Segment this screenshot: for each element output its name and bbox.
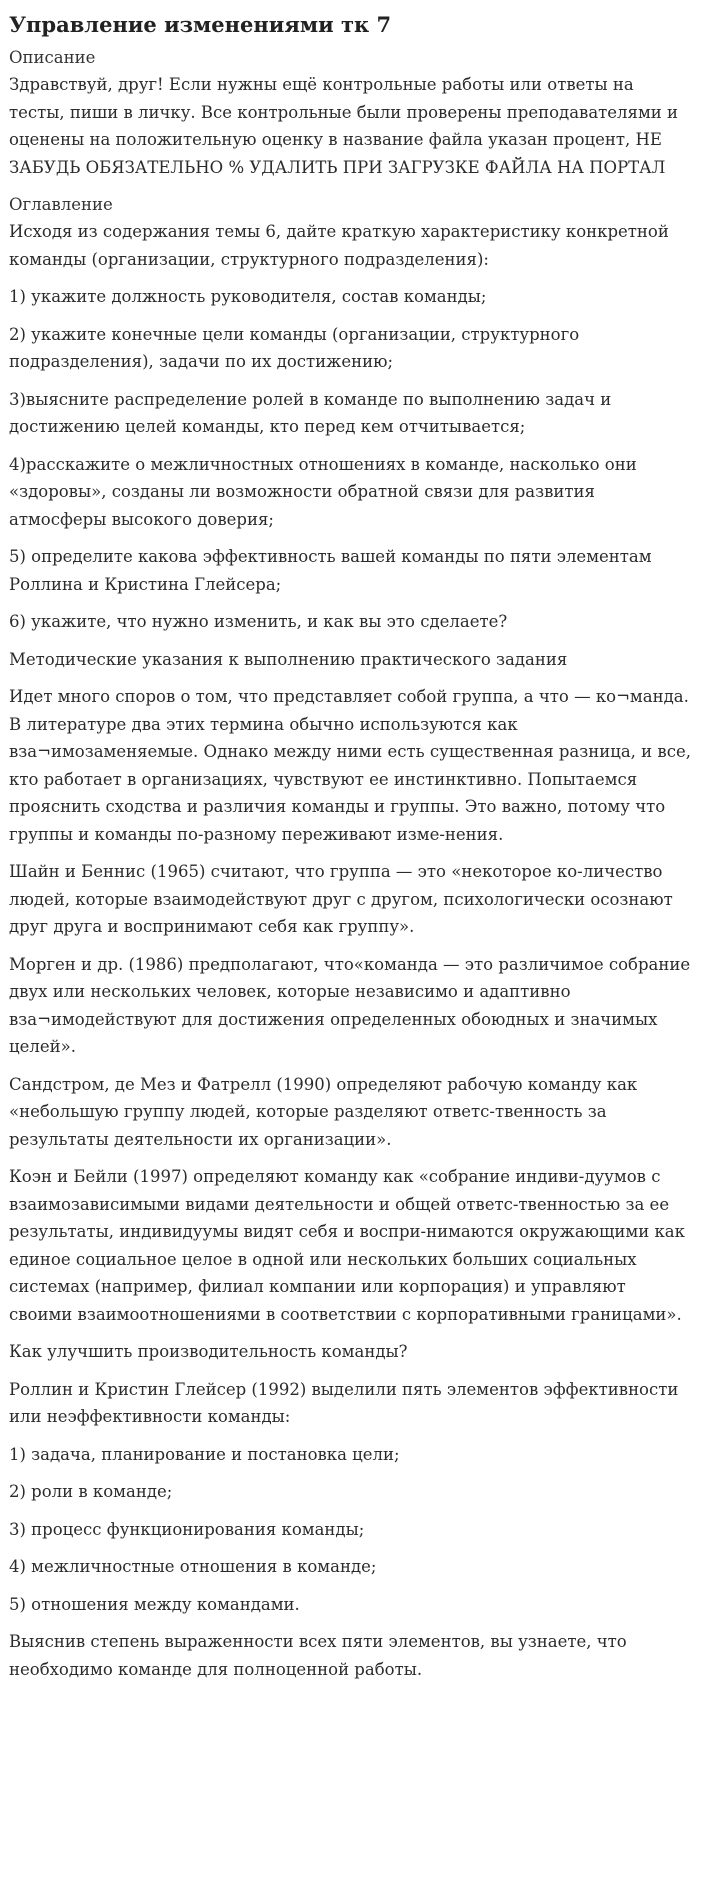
paragraph: Идет много споров о том, что представляет собой группа, а что — ко¬манда. В литературе два этих термина обычно используются как вза¬имозаменяемые. Однако между ними есть существенная разница, и все, кто работает в организациях, чувствуют ее инстинктивно. Попытаемся прояснить сходства и различия команды и группы. Это важно, потому что группы и команды по-разному переживают изме-нения. [9,687,691,844]
description-text: Здравствуй, друг! Если нужны ещё контрольные работы или ответы на тесты, пиши в личку. Все контрольные были проверены преподавателями и оценены на положительную оценку в название файла указан процент, НЕ ЗАБУДЬ ОБЯЗАТЕЛЬНО % УДАЛИТЬ ПРИ ЗАГРУЗКЕ ФАЙЛА НА ПОРТАЛ [9,75,679,177]
paragraph: 6) укажите, что нужно изменить, и как вы это сделаете? [9,612,508,631]
paragraph: Исходя из содержания темы 6, дайте краткую характеристику конкретной команды (организации, структурного подразделения): [9,222,669,269]
paragraph: Сандстром, де Мез и Фатрелл (1990) определяют рабочую команду как «небольшую группу людей, которые разделяют ответс-твенность за результаты деятельности их организации». [9,1074,638,1149]
paragraph: 2) роли в команде; [9,1482,173,1501]
paragraph: 2) укажите конечные цели команды (организации, структурного подразделения), задачи по их достижению; [9,324,580,371]
paragraph: Методические указания к выполнению практического задания [9,649,568,669]
toc-label: Оглавление [9,195,113,214]
paragraph: 1) укажите должность руководителя, состав команды; [9,287,487,306]
paragraph: 3) процесс функционирования команды; [9,1519,365,1539]
paragraph: 1) задача, планирование и постановка цели; [9,1444,400,1464]
description-section [9,44,691,181]
paragraph: Роллин и Кристин Глейсер (1992) выделили пять элементов эффективности или неэффективности команды: [9,1379,679,1426]
paragraph: Шайн и Беннис (1965) считают, что группа — это «некоторое ко-личество людей, которые взаимодействуют друг с другом, психологически осознают друг друга и воспринимают себя как группу». [9,862,673,936]
paragraph: 4) межличностные отношения в команде; [9,1557,377,1576]
description-label: Описание [9,48,96,67]
paragraph: 3)выясните распределение ролей в команде по выполнению задач и достижению целей команды, кто перед кем отчитывается; [9,389,612,436]
paragraph: Коэн и Бейли (1997) определяют команду как «собрание индиви-дуумов с взаимозависимыми видами деятельности и общей ответс-твенностью за ее результаты, индивидуумы видят себя и воспри-нимаются окружающими как единое социальное целое в одной или нескольких больших социальных системах (например, филиал компании или корпорация) и управляют своими взаимоотношениями в соответствии с корпоративными границами». [9,1167,685,1324]
paragraph: 4)расскажите о межличностных отношениях в команде, насколько они «здоровы», созданы ли возможности обратной связи для развития атмосферы высокого доверия; [9,454,637,529]
toc-section [9,191,691,1683]
paragraph: Выяснив степень выраженности всех пяти элементов, вы узнаете, что необходимо команде для полноценной работы. [9,1632,627,1679]
paragraph: 5) отношения между командами. [9,1594,300,1614]
paragraph: 5) определите какова эффективность вашей команды по пяти элементам Роллина и Кристина Глейсера; [9,547,652,594]
page-title: Управление изменениями тк 7 [9,12,392,37]
paragraph: Морген и др. (1986) предполагают, что«команда — это различимое собрание двух или нескольких человек, которые независимо и адаптивно вза¬имодействуют для достижения определенных обоюдных и значимых целей». [9,954,691,1056]
paragraph: Как улучшить производительность команды? [9,1342,408,1361]
